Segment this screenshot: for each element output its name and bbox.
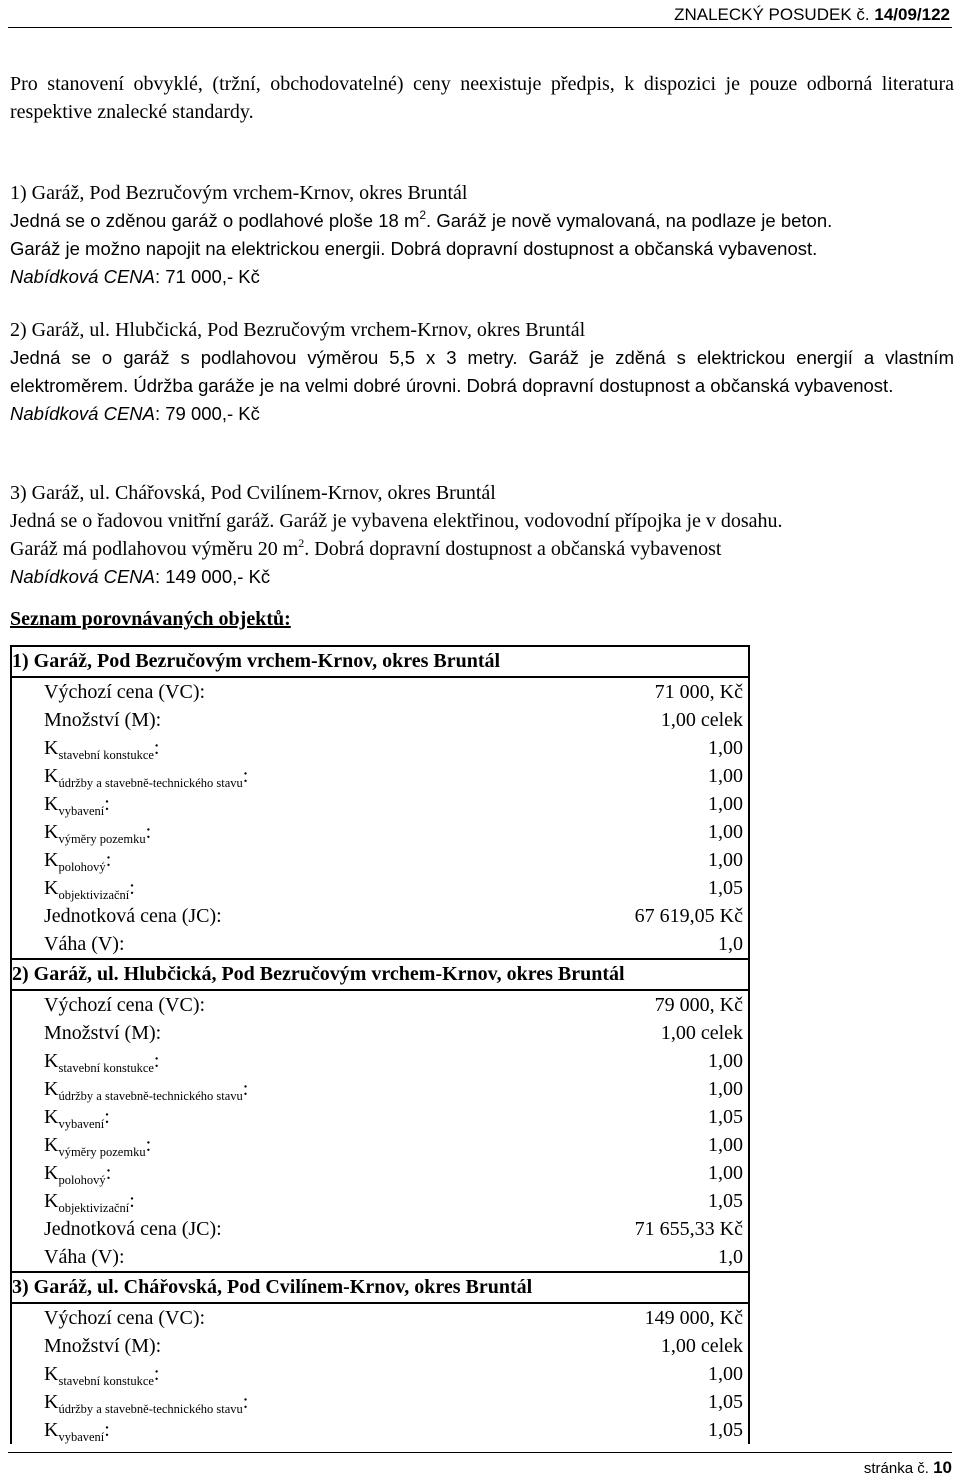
table-row [12, 678, 748, 706]
row-label: $K_{vybavení}$: [44, 793, 110, 818]
row-label: $K_{stavební konstukce}$: [44, 1050, 160, 1075]
row-label: Výchozí cena (VC): [44, 1307, 206, 1329]
offer-3-price: Nabídková CENA: 149 000,- Kč [10, 566, 271, 587]
row-value: 1,00 [708, 765, 743, 787]
row-value: 79 000, Kč [654, 994, 743, 1016]
row-value: 1,00 [708, 1363, 743, 1385]
row-value: 67 619,05 Kč [634, 905, 743, 927]
footer-label: stránka č. [863, 1460, 929, 1477]
row-value: 1,05 [708, 1106, 743, 1128]
page-number: 10 [933, 1458, 952, 1477]
row-label: Množství (M): [44, 709, 162, 731]
offer-3-line-2: Garáž má podlahovou výměru 20 $m^2$. Dobrá dopravní dostupnost a občanská vybavenost [10, 536, 722, 560]
group-title: 1) Garáž, Pod Bezručovým vrchem-Krnov, okres Bruntál [12, 647, 748, 678]
row-value: 1,00 celek [660, 1022, 743, 1044]
table-row [12, 1360, 748, 1388]
row-label: $K_{stavební konstukce}$: [44, 737, 160, 762]
table-row [12, 902, 748, 930]
row-label: Váha (V): [44, 1246, 125, 1268]
offer-1-price: Nabídková CENA: 71 000,- Kč [10, 266, 260, 287]
row-value: 1,00 [708, 1078, 743, 1100]
table-row [12, 1187, 748, 1215]
row-label: Jednotková cena (JC): [44, 1218, 222, 1240]
row-value: 1,0 [718, 1246, 743, 1268]
row-value: 1,05 [708, 1391, 743, 1413]
page-footer [864, 1458, 952, 1478]
table-row [12, 1416, 748, 1444]
row-label: Množství (M): [44, 1022, 162, 1044]
offer-2-title: 2) Garáž, ul. Hlubčická, Pod Bezručovým vrchem-Krnov, okres Bruntál [10, 319, 586, 341]
row-label: $K_{objektivizační}$: [44, 877, 135, 902]
table-row [12, 734, 748, 762]
offer-1 [10, 179, 954, 291]
row-value: 71 655,33 Kč [634, 1218, 743, 1240]
offer-2-price: Nabídková CENA: 79 000,- Kč [10, 403, 260, 424]
table-row [12, 706, 748, 734]
row-value: 1,05 [708, 1419, 743, 1441]
row-label: $K_{údržby a stavebně-technického stavu}$: [44, 765, 249, 790]
row-label: $K_{objektivizační}$: [44, 1190, 135, 1215]
table-row [12, 790, 748, 818]
row-label: $K_{výměry pozemku}$: [44, 821, 152, 846]
table-row [12, 1332, 748, 1360]
table-row [12, 818, 748, 846]
row-value: 1,05 [708, 877, 743, 899]
comparison-list-title: Seznam porovnávaných objektů: [10, 608, 291, 630]
document-header [674, 5, 950, 25]
table-row [12, 1131, 748, 1159]
row-value: 1,05 [708, 1190, 743, 1212]
row-value: 1,00 celek [660, 709, 743, 731]
table-row [12, 930, 748, 960]
row-value: 1,00 [708, 849, 743, 871]
row-value: 1,0 [718, 933, 743, 955]
table-row [12, 1304, 748, 1332]
offer-2-body: Jedná se o garáž s podlahovou výměrou 5,5 x 3 metry. Garáž je zděná s elektrickou energií a vlastním elektroměrem. Údržba garáže je na velmi dobré úrovni. Dobrá dopravní dostupnost a občanská vybavenost. [10, 347, 954, 396]
row-value: 71 000, Kč [654, 681, 743, 703]
header-number: 14/09/122 [874, 5, 950, 24]
row-label: $K_{polohový}$: [44, 849, 112, 874]
offer-3 [10, 479, 954, 591]
offer-2 [10, 316, 954, 428]
table-row [12, 874, 748, 902]
table-row [12, 1215, 748, 1243]
group-title: 2) Garáž, ul. Hlubčická, Pod Bezručovým vrchem-Krnov, okres Bruntál [12, 960, 748, 991]
table-row [12, 1388, 748, 1416]
row-label: Váha (V): [44, 933, 125, 955]
table-row [12, 1103, 748, 1131]
offer-1-line-2: Garáž je možno napojit na elektrickou energii. Dobrá dopravní dostupnost a občanská vybavenost. [10, 238, 818, 259]
row-value: 1,00 [708, 737, 743, 759]
offer-1-title: 1) Garáž, Pod Bezručovým vrchem-Krnov, okres Bruntál [10, 182, 468, 204]
row-label: Jednotková cena (JC): [44, 905, 222, 927]
table-row [12, 991, 748, 1019]
row-label: $K_{stavební konstukce}$: [44, 1363, 160, 1388]
row-label: Množství (M): [44, 1335, 162, 1357]
table-row [12, 762, 748, 790]
table-row [12, 846, 748, 874]
row-label: Výchozí cena (VC): [44, 681, 206, 703]
row-label: Výchozí cena (VC): [44, 994, 206, 1016]
table-row [12, 1075, 748, 1103]
header-rule [8, 27, 952, 28]
row-value: 1,00 [708, 1162, 743, 1184]
table-row [12, 1159, 748, 1187]
offer-3-title: 3) Garáž, ul. Chářovská, Pod Cvilínem-Krnov, okres Bruntál [10, 482, 496, 504]
table-row [12, 1047, 748, 1075]
row-value: 149 000, Kč [644, 1307, 743, 1329]
comparison-table [10, 645, 750, 1444]
footer-rule [8, 1452, 952, 1453]
row-value: 1,00 [708, 821, 743, 843]
group-title: 3) Garáž, ul. Chářovská, Pod Cvilínem-Krnov, okres Bruntál [12, 1273, 748, 1304]
row-value: 1,00 [708, 793, 743, 815]
offer-1-line-1: Jedná se o zděnou garáž o podlahové ploše 18 $m^2$. Garáž je nově vymalovaná, na podlaze je beton. [10, 208, 833, 231]
row-label: $K_{vybavení}$: [44, 1419, 110, 1444]
row-value: 1,00 [708, 1134, 743, 1156]
intro-paragraph: Pro stanovení obvyklé, (tržní, obchodovatelné) ceny neexistuje předpis, k dispozici je pouze odborná literatura respektive znalecké standardy. [10, 73, 954, 123]
table-row [12, 1019, 748, 1047]
row-value: 1,00 [708, 1050, 743, 1072]
row-label: $K_{údržby a stavebně-technického stavu}$: [44, 1078, 249, 1103]
offer-3-line-1: Jedná se o řadovou vnitřní garáž. Garáž je vybavena elektřinou, vodovodní přípojka je v dosahu. [10, 510, 783, 532]
row-label: $K_{údržby a stavebně-technického stavu}$: [44, 1391, 249, 1416]
table-row [12, 1243, 748, 1273]
header-prefix: ZNALECKÝ POSUDEK č. [674, 5, 870, 24]
row-label: $K_{vybavení}$: [44, 1106, 110, 1131]
row-value: 1,00 celek [660, 1335, 743, 1357]
row-label: $K_{výměry pozemku}$: [44, 1134, 152, 1159]
row-label: $K_{polohový}$: [44, 1162, 112, 1187]
